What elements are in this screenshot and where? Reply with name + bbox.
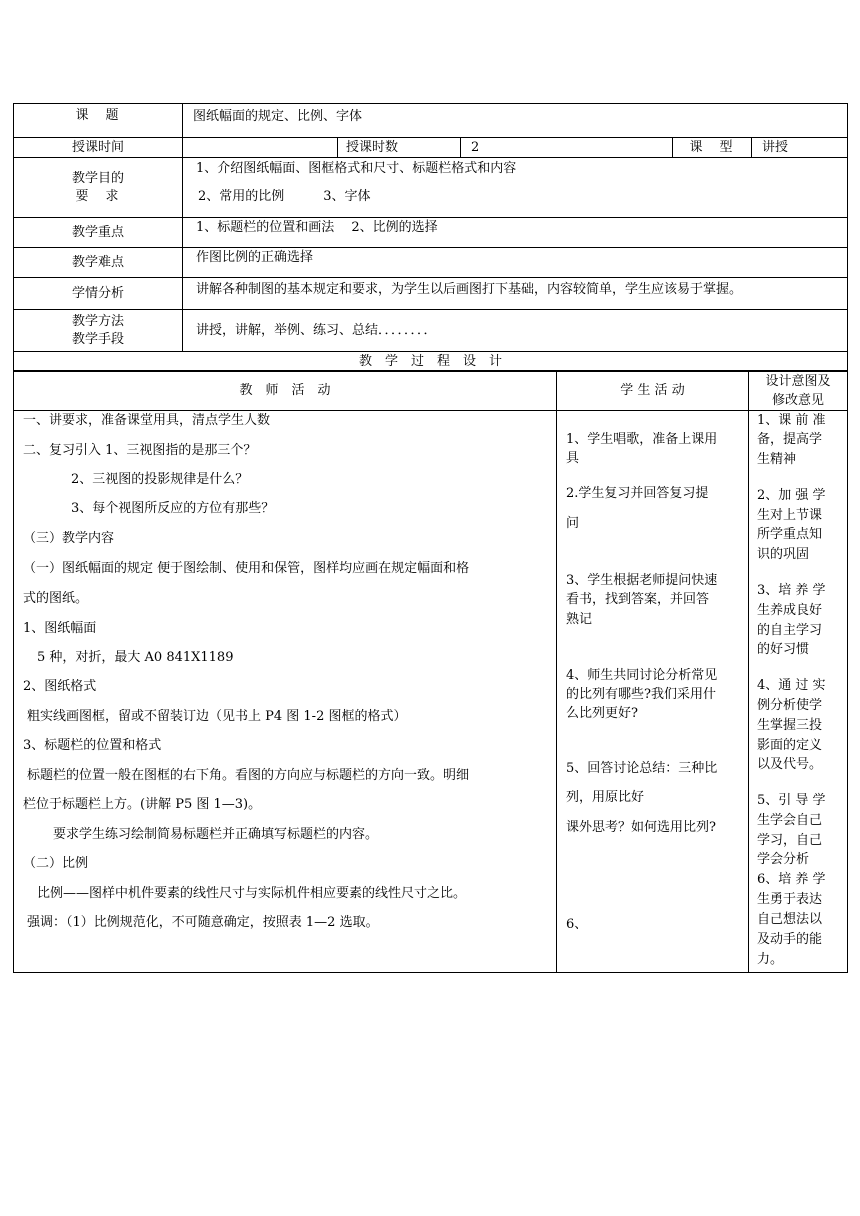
design-line: 识的巩固 [757,547,810,562]
goal-label [14,158,183,218]
design-heading-line-1: 设计意图及 [765,373,831,389]
teacher-line: 粗实线画图框，留或不留装订边（见书上 P4 图 1-2 图框的格式） [27,709,407,724]
teacher-line: 一、讲要求，准备课堂用具，清点学生人数 [23,413,271,428]
student-activity-list [557,411,748,972]
key-row [14,218,848,248]
time-label: 授课时间 [14,138,183,158]
student-activity-heading: 学 生 活 动 [557,371,749,411]
difficulty-label: 教学难点 [14,248,183,278]
design-line: 生勇于表达 [757,892,823,907]
teacher-line: 2、三视图的投影规律是什么？ [71,472,249,487]
teacher-line: 栏位于标题栏上方。(讲解 P5 图 1—3)。 [23,797,262,812]
teaching-process-table [13,370,848,973]
student-line: 课外思考？如何选用比列? [566,820,716,835]
goal-value [183,158,848,218]
method-value: 讲授，讲解，举例、练习、总结．．．．．．．． [183,310,848,352]
design-line: 及动手的能 [757,932,823,947]
process-header-row [14,371,848,411]
design-line: 所学重点知 [757,527,823,542]
goal-line-1: 1、介绍图纸幅面、图框格式和尺寸、标题栏格式和内容 [196,161,517,176]
student-line: 看书，找到答案，并回答 [566,592,710,607]
process-body-row [14,411,848,973]
student-line: 熟记 [566,612,593,627]
design-line: 学习，自己 [757,833,823,848]
type-value: 讲授 [752,138,848,158]
student-line: 列，用原比好 [566,790,645,805]
student-activity-cell [557,411,749,973]
teacher-line: 3、每个视图所反应的方位有那些？ [71,501,275,516]
key-value: 1、标题栏的位置和画法 2、比例的选择 [183,218,848,248]
method-row [14,310,848,352]
teacher-line: 3、标题栏的位置和格式 [23,738,162,753]
goal-label-line-2: 要 求 [75,188,121,204]
hours-value: 2 [461,138,673,158]
teacher-line: （一）图纸幅面的规定 便于图绘制、使用和保管，图样均应画在规定幅面和格 [23,561,470,576]
teacher-line: 式的图纸。 [23,591,89,606]
design-intent-list [749,411,847,972]
student-line: 3、学生根据老师提问快速 [566,573,718,588]
teacher-line: 5 种，对折，最大 A0 841X1189 [37,650,234,665]
method-label-line-2: 教学手段 [71,331,124,347]
student-line: 具 [566,451,580,466]
design-line: 5、引 导 学 [757,793,826,808]
teacher-activity-list [14,411,556,972]
design-line: 生养成良好 [757,603,823,618]
design-line: 生精神 [757,452,797,467]
teacher-line: 强调：（1）比例规范化，不可随意确定，按照表 1—2 选取。 [27,915,379,930]
topic-row [14,104,848,138]
design-line: 影面的定义 [757,738,823,753]
design-line: 3、培 养 学 [757,583,826,598]
design-line: 2、加 强 学 [757,488,826,503]
teacher-line: 比例——图样中机件要素的线性尺寸与实际机件相应要素的线性尺寸之比。 [37,886,467,901]
design-line: 力。 [757,952,784,967]
hours-label: 授课时数 [338,138,461,158]
goal-label-line-1: 教学目的 [71,170,124,186]
goal-line-2: 2、常用的比例 3、字体 [198,189,371,204]
teacher-line: 要求学生练习绘制简易标题栏并正确填写标题栏的内容。 [53,827,379,842]
analysis-row [14,278,848,310]
design-line: 生掌握三投 [757,718,823,733]
teacher-line: （二）比例 [23,856,89,871]
design-line: 的自主学习 [757,623,823,638]
lesson-info-table [13,103,848,372]
teacher-line: 1、图纸幅面 [23,621,97,636]
design-line: 的好习惯 [757,642,810,657]
method-label-line-1: 教学方法 [71,313,124,329]
design-line: 自己想法以 [757,912,823,927]
design-line: 备，提高学 [757,432,823,447]
time-row [14,138,848,158]
topic-value: 图纸幅面的规定、比例、字体 [183,104,848,138]
method-label [14,310,183,352]
difficulty-row [14,248,848,278]
design-line: 学会分析 [757,852,810,867]
student-line: 问 [566,516,580,531]
design-line: 6、培 养 学 [757,872,826,887]
design-line: 例分析使学 [757,698,823,713]
goal-row [14,158,848,218]
teacher-activity-cell [14,411,557,973]
student-line: 4、师生共同讨论分析常见 [566,668,718,683]
teacher-line: 2、图纸格式 [23,679,97,694]
process-title: 教 学 过 程 设 计 [14,352,848,372]
type-label: 课 型 [673,138,752,158]
student-line: 的比列有哪些?我们采用什 [566,687,716,702]
design-line: 1、课 前 准 [757,413,826,428]
teacher-activity-heading: 教 师 活 动 [14,371,557,411]
design-heading-line-2: 修改意见 [771,392,824,408]
analysis-value: 讲解各种制图的基本规定和要求，为学生以后画图打下基础，内容较简单，学生应该易于掌握。 [183,278,848,310]
process-title-row [14,352,848,372]
difficulty-value: 作图比例的正确选择 [183,248,848,278]
teacher-line: （三）教学内容 [23,531,115,546]
student-line: 1、学生唱歌，准备上课用 [566,432,718,447]
teacher-line: 二、复习引入 1、三视图指的是那三个？ [23,443,257,458]
student-line: 么比列更好? [566,706,638,721]
analysis-label: 学情分析 [14,278,183,310]
time-value [183,138,338,158]
student-line: 5、回答讨论总结：三种比 [566,761,718,776]
design-line: 生对上节课 [757,508,823,523]
design-line: 4、通 过 实 [757,678,826,693]
design-intent-cell [749,411,848,973]
design-line: 生学会自己 [757,813,823,828]
topic-label: 课 题 [14,104,183,138]
student-line: 6、 [566,917,588,932]
student-line: 2.学生复习并回答复习提 [566,486,709,501]
design-line: 以及代号。 [757,757,823,772]
teacher-line: 标题栏的位置一般在图框的右下角。看图的方向应与标题栏的方向一致。明细 [27,768,470,783]
design-intent-heading [749,371,848,411]
key-label: 教学重点 [14,218,183,248]
